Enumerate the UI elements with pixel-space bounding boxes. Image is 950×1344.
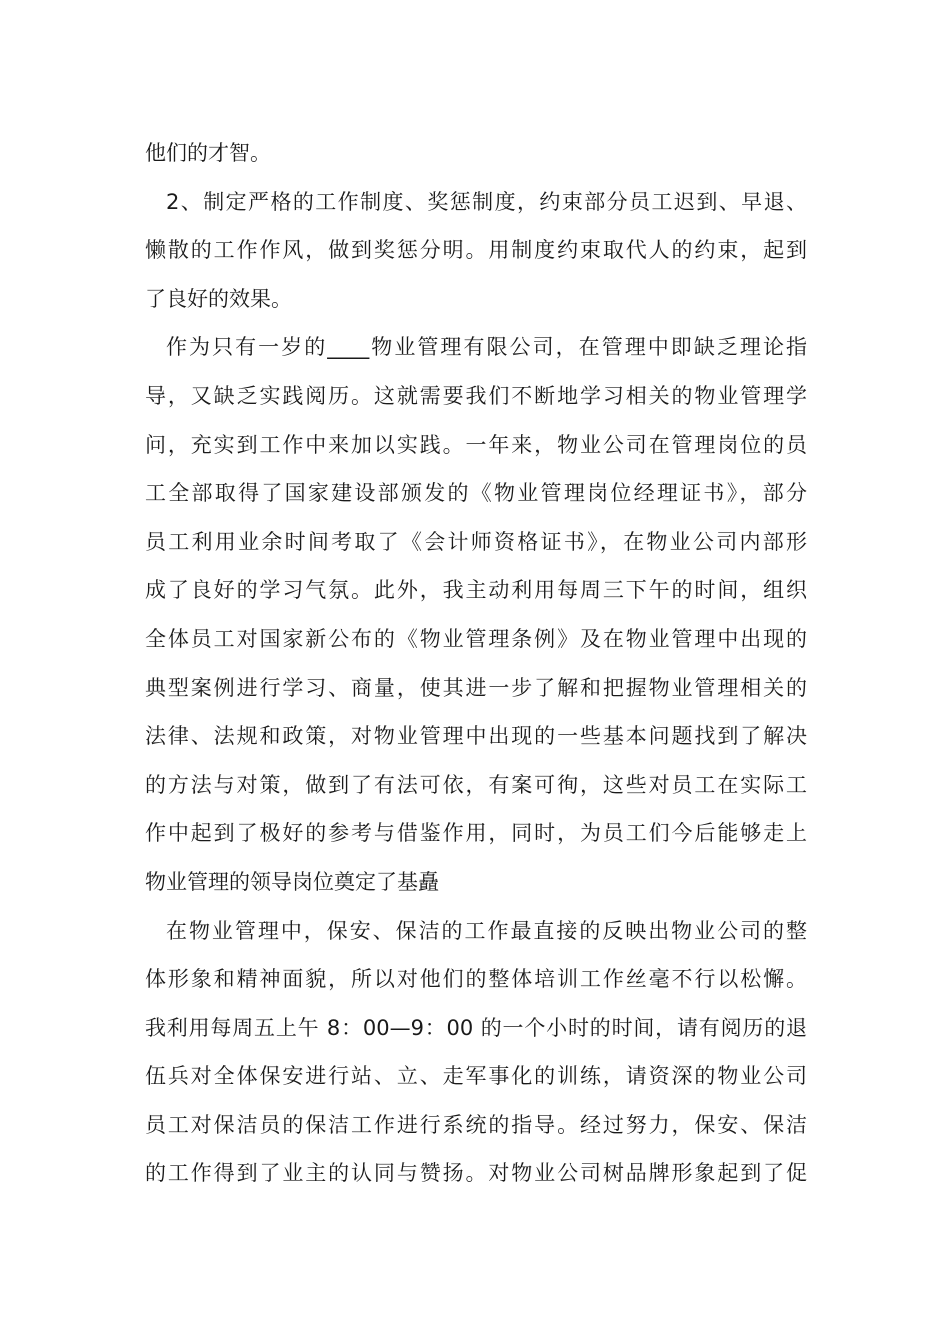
- text-line: 工全部取得了国家建设部颁发的《物业管理岗位经理证书》，部分: [145, 481, 807, 506]
- text-line: 了良好的效果。: [145, 286, 292, 311]
- text-line: 作中起到了极好的参考与借鉴作用，同时，为员工们今后能够走上: [145, 821, 807, 846]
- text-line: 法律、法规和政策，对物业管理中出现的一些基本问题找到了解决: [145, 724, 807, 749]
- text-line: 他们的才智。: [145, 141, 271, 165]
- text-line: 员工对保洁员的保洁工作进行系统的指导。经过努力，保安、保洁: [145, 1112, 807, 1137]
- text-line: 在物业管理中，保安、保洁的工作最直接的反映出物业公司的整: [166, 918, 807, 943]
- text-line: 的工作得到了业主的认同与赞扬。对物业公司树品牌形象起到了促: [145, 1161, 807, 1186]
- text-line: 的方法与对策，做到了有法可依，有案可徇，这些对员工在实际工: [145, 772, 807, 797]
- text-line: 体形象和精神面貌，所以对他们的整体培训工作丝毫不行以松懈。: [145, 967, 807, 992]
- text-line: 成了良好的学习气氛。此外，我主动利用每周三下午的时间，组织: [145, 578, 807, 603]
- text-line: 伍兵对全体保安进行站、立、走军事化的训练，请资深的物业公司: [145, 1064, 807, 1089]
- text-line: 作为只有一岁的____物业管理有限公司，在管理中即缺乏理论指: [166, 335, 807, 360]
- text-line: 导，又缺乏实践阅历。这就需要我们不断地学习相关的物业管理学: [145, 383, 807, 408]
- text-line: 员工利用业余时间考取了《会计师资格证书》，在物业公司内部形: [145, 529, 807, 554]
- text-line: 物业管理的领导岗位奠定了基矗: [145, 869, 439, 894]
- document-body: [145, 129, 807, 1198]
- text-line: 懒散的工作作风，做到奖惩分明。用制度约束取代人的约束，起到: [145, 238, 807, 263]
- text-line: 2、制定严格的工作制度、奖惩制度，约束部分员工迟到、早退、: [166, 189, 807, 214]
- text-line: 我利用每周五上午 8：00—9：00 的一个小时的时间，请有阅历的退: [145, 1015, 807, 1040]
- text-line: 典型案例进行学习、商量，使其进一步了解和把握物业管理相关的: [145, 675, 807, 700]
- text-line: 问，充实到工作中来加以实践。一年来，物业公司在管理岗位的员: [145, 432, 807, 457]
- text-line: 全体员工对国家新公布的《物业管理条例》及在物业管理中出现的: [145, 626, 807, 651]
